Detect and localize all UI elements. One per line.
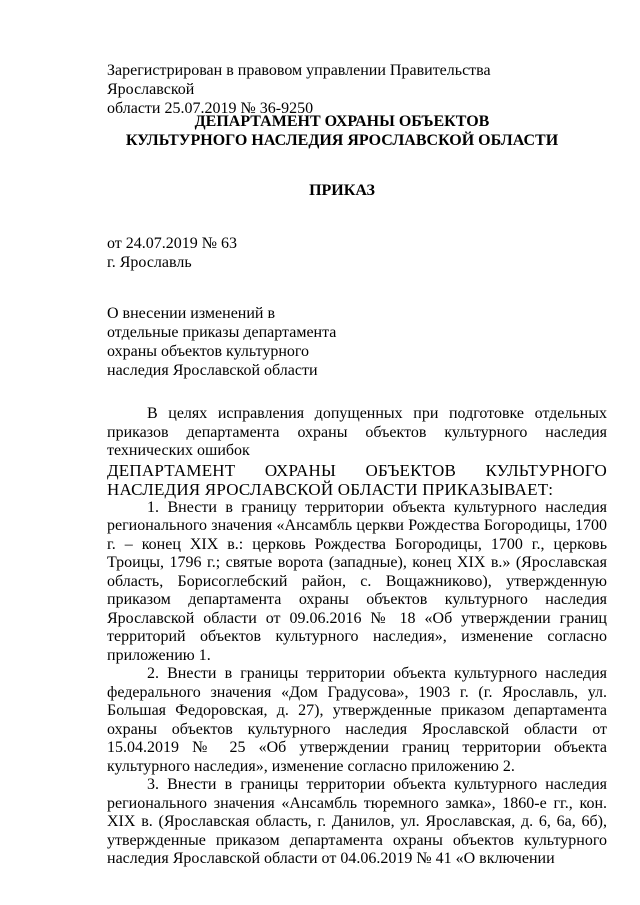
subject-line-2: отдельные приказы департамента [107,324,337,341]
date-block [107,234,407,272]
date-number: от 24.07.2019 № 63 [107,235,238,252]
body-item-3: 3. Внести в границы территории объекта культурного наследия регионального значения «Ансамбль тюремного замка», 1860-е гг., кон. XIX в. (Ярославская область, г. Данилов, ул. Ярославская, д. 6, 6а, 6б), утвержденные приказом департамента охраны объектов культурного наследия Ярославской области от 04.06.2019 № 41 «О включении [107,776,607,867]
body-item-2: 2. Внести в границы территории объекта культурного наследия федерального значения «Дом Градусова», 1903 г. (г. Ярославль, ул. Большая Федоровская, д. 27), утвержденные приказом департамента охраны объектов культурного наследия Ярославской области от 15.04.2019 № 25 «Об утверждении границ территории объекта культурного наследия», изменение согласно приложению 2. [107,665,607,775]
document-body [107,405,607,869]
subject-line-4: наследия Ярославской области [107,362,318,379]
city: г. Ярославль [107,254,192,271]
registration-line-1: Зарегистрирован в правовом управлении Правительства Ярославской [107,62,491,98]
department-header [107,112,577,150]
registration-line-2: области 25.07.2019 № 36-9250 [107,100,314,117]
body-orders: ДЕПАРТАМЕНТ ОХРАНЫ ОБЪЕКТОВ КУЛЬТУРНОГО НАСЛЕДИЯ ЯРОСЛАВСКОЙ ОБЛАСТИ ПРИКАЗЫВАЕТ: [107,460,607,499]
subject-block [107,304,367,380]
registration-note [107,61,577,118]
subject-line-3: охраны объектов культурного [107,343,310,360]
body-intro: В целях исправления допущенных при подготовке отдельных приказов департамента охраны объектов культурного наследия технических ошибок [107,405,607,459]
document-title: ПРИКАЗ [309,182,375,199]
department-line-2: КУЛЬТУРНОГО НАСЛЕДИЯ ЯРОСЛАВСКОЙ ОБЛАСТИ [125,132,559,149]
subject-line-1: О внесении изменений в [107,305,276,322]
body-item-1: 1. Внести в границу территории объекта культурного наследия регионального значения «Ансамбль церкви Рождества Богородицы, 1700 г. – конец XIX в.: церковь Рождества Богородицы, 1700 г., церковь Троицы, 1796 г.; святые ворота (западные), конец XIX в.» (Ярославская область, Борисоглебский район, с. Вощажниково), утвержденную приказом департамента охраны объектов культурного наследия Ярославской области от 09.06.2016 № 18 «Об утверждении границ территорий объектов культурного наследия», изменение согласно приложению 1. [107,498,607,664]
department-line-1: ДЕПАРТАМЕНТ ОХРАНЫ ОБЪЕКТОВ [194,113,490,130]
